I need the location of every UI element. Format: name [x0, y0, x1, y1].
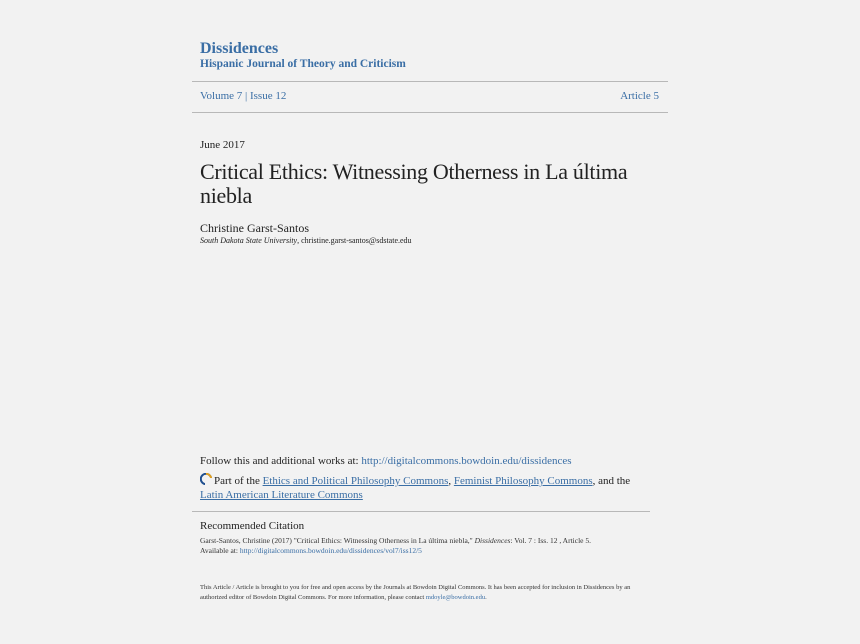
follow-prefix: Follow this and additional works at:	[200, 455, 362, 467]
citation-volume: : Vol. 7 : Iss. 12 , Article 5.	[510, 536, 591, 545]
access-notice	[200, 583, 650, 603]
author-email: , christine.garst-santos@sdstate.edu	[297, 236, 412, 245]
citation-body: Garst-Santos, Christine (2017) "Critical Ethics: Witnessing Otherness in La última niebla,"	[200, 536, 475, 545]
follow-url-link[interactable]: http://digitalcommons.bowdoin.edu/dissidences	[361, 455, 572, 467]
journal-title[interactable]: Dissidences	[200, 40, 279, 57]
article-number-link[interactable]: Article 5	[620, 90, 659, 102]
follow-line	[200, 455, 572, 467]
header-divider	[192, 81, 668, 82]
access-notice-text: This Article / Article is brought to you for free and open access by the Journals at Bowdoin Digital Commons. It has been accepted for inclusion in Dissidences by an authorized editor of Bowdoin Digital Commons. For more information, please contact	[200, 584, 631, 601]
citation-text	[200, 536, 650, 556]
citation-url-link[interactable]: http://digitalcommons.bowdoin.edu/dissidences/vol7/iss12/5	[239, 546, 422, 555]
part-of-prefix: Part of the	[214, 475, 263, 487]
part-of-line	[200, 473, 650, 502]
latin-american-commons-link[interactable]: Latin American Literature Commons	[200, 489, 363, 501]
citation-available-prefix: Available at:	[200, 546, 240, 555]
citation-heading: Recommended Citation	[200, 520, 305, 532]
contact-email-link[interactable]: mdoyle@bowdoin.edu	[425, 594, 486, 601]
author-affiliation	[200, 236, 412, 245]
part-of-separator: , and the	[592, 475, 631, 487]
volume-issue-link[interactable]: Volume 7 | Issue 12	[200, 90, 287, 102]
part-of-separator: ,	[448, 475, 454, 487]
access-notice-end: .	[485, 594, 487, 601]
author-institution: South Dakota State University	[200, 236, 298, 245]
journal-subtitle[interactable]: Hispanic Journal of Theory and Criticism	[200, 58, 406, 70]
volume-divider	[192, 112, 668, 113]
author-name: Christine Garst-Santos	[200, 221, 309, 235]
ethics-commons-link[interactable]: Ethics and Political Philosophy Commons	[262, 475, 449, 487]
publication-date: June 2017	[200, 139, 245, 151]
feminist-commons-link[interactable]: Feminist Philosophy Commons	[453, 475, 593, 487]
citation-journal: Dissidences	[474, 536, 511, 545]
bepress-commons-icon	[200, 473, 212, 485]
citation-divider	[192, 511, 650, 512]
article-title: Critical Ethics: Witnessing Otherness in La última niebla	[200, 159, 628, 208]
